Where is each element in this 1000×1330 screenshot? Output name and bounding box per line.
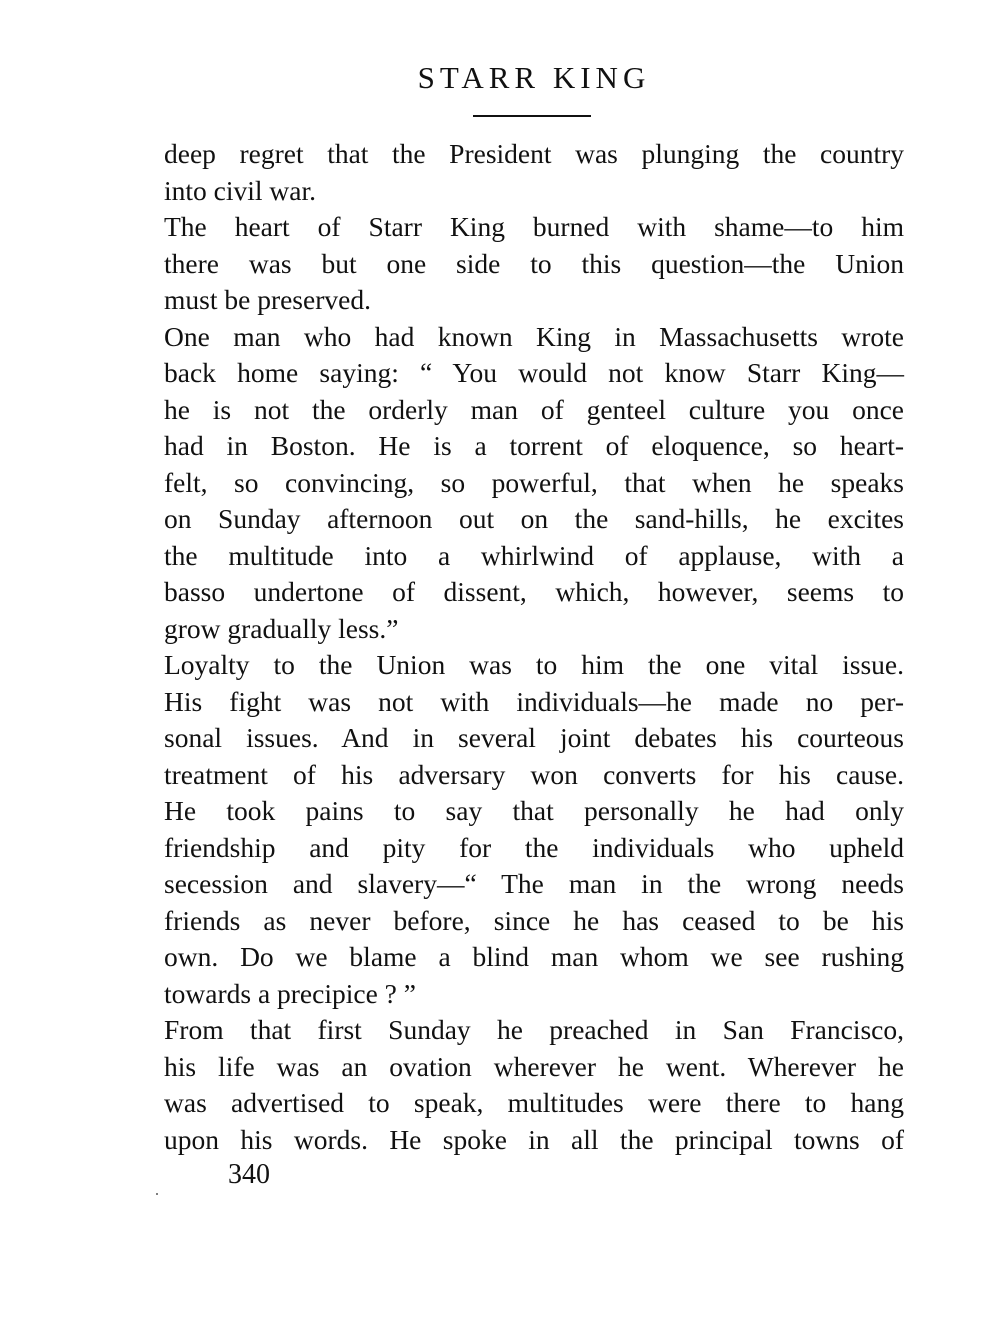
- text-line: upon his words. He spoke in all the principal towns of: [164, 1123, 904, 1155]
- text-line: secession and slavery—“ The man in the wrong needs: [164, 868, 904, 899]
- text-line: felt, so convincing, so powerful, that when he speaks: [164, 466, 904, 498]
- text-line: friends as never before, since he has ceased to be his: [164, 904, 904, 936]
- text-line: deep regret that the President was plunging the country: [164, 138, 904, 169]
- text-line: there was but one side to this question—the Union: [164, 247, 904, 279]
- text-line: treatment of his adversary won converts for his cause.: [164, 758, 904, 790]
- text-line: he is not the orderly man of genteel culture you once: [164, 393, 904, 425]
- header-rule: [473, 115, 591, 117]
- body-text: [164, 136, 904, 1158]
- text-line: He took pains to say that personally he had only: [164, 795, 904, 826]
- text-line: Loyalty to the Union was to him the one vital issue.: [164, 649, 904, 680]
- text-line: One man who had known King in Massachusetts wrote: [164, 320, 904, 352]
- text-line: into civil war.: [164, 174, 316, 206]
- text-line: towards a precipice ? ”: [164, 977, 416, 1009]
- text-line: must be preserved.: [164, 284, 371, 315]
- text-line: sonal issues. And in several joint debates his courteous: [164, 722, 904, 753]
- text-line: the multitude into a whirlwind of applause, with a: [164, 539, 904, 571]
- text-line: grow gradually less.”: [164, 612, 399, 644]
- text-line: The heart of Starr King burned with shame—to him: [164, 211, 904, 242]
- text-line: his life was an ovation wherever he went. Wherever he: [164, 1050, 904, 1082]
- text-line: From that first Sunday he preached in San Francisco,: [164, 1014, 904, 1045]
- scan-speck: [156, 1193, 158, 1195]
- text-line: basso undertone of dissent, which, however, seems to: [164, 576, 904, 607]
- text-line: His fight was not with individuals—he made no per-: [164, 685, 904, 717]
- text-line: own. Do we blame a blind man whom we see rushing: [164, 941, 904, 972]
- text-line: on Sunday afternoon out on the sand-hills, he excites: [164, 503, 904, 534]
- text-line: friendship and pity for the individuals who upheld: [164, 831, 904, 863]
- page-number: 340: [228, 1159, 270, 1190]
- running-head-title: STARR KING: [417, 60, 651, 95]
- text-line: back home saying: “ You would not know Starr King—: [164, 357, 904, 388]
- text-line: was advertised to speak, multitudes were there to hang: [164, 1087, 904, 1118]
- text-line: had in Boston. He is a torrent of eloquence, so heart-: [164, 430, 904, 461]
